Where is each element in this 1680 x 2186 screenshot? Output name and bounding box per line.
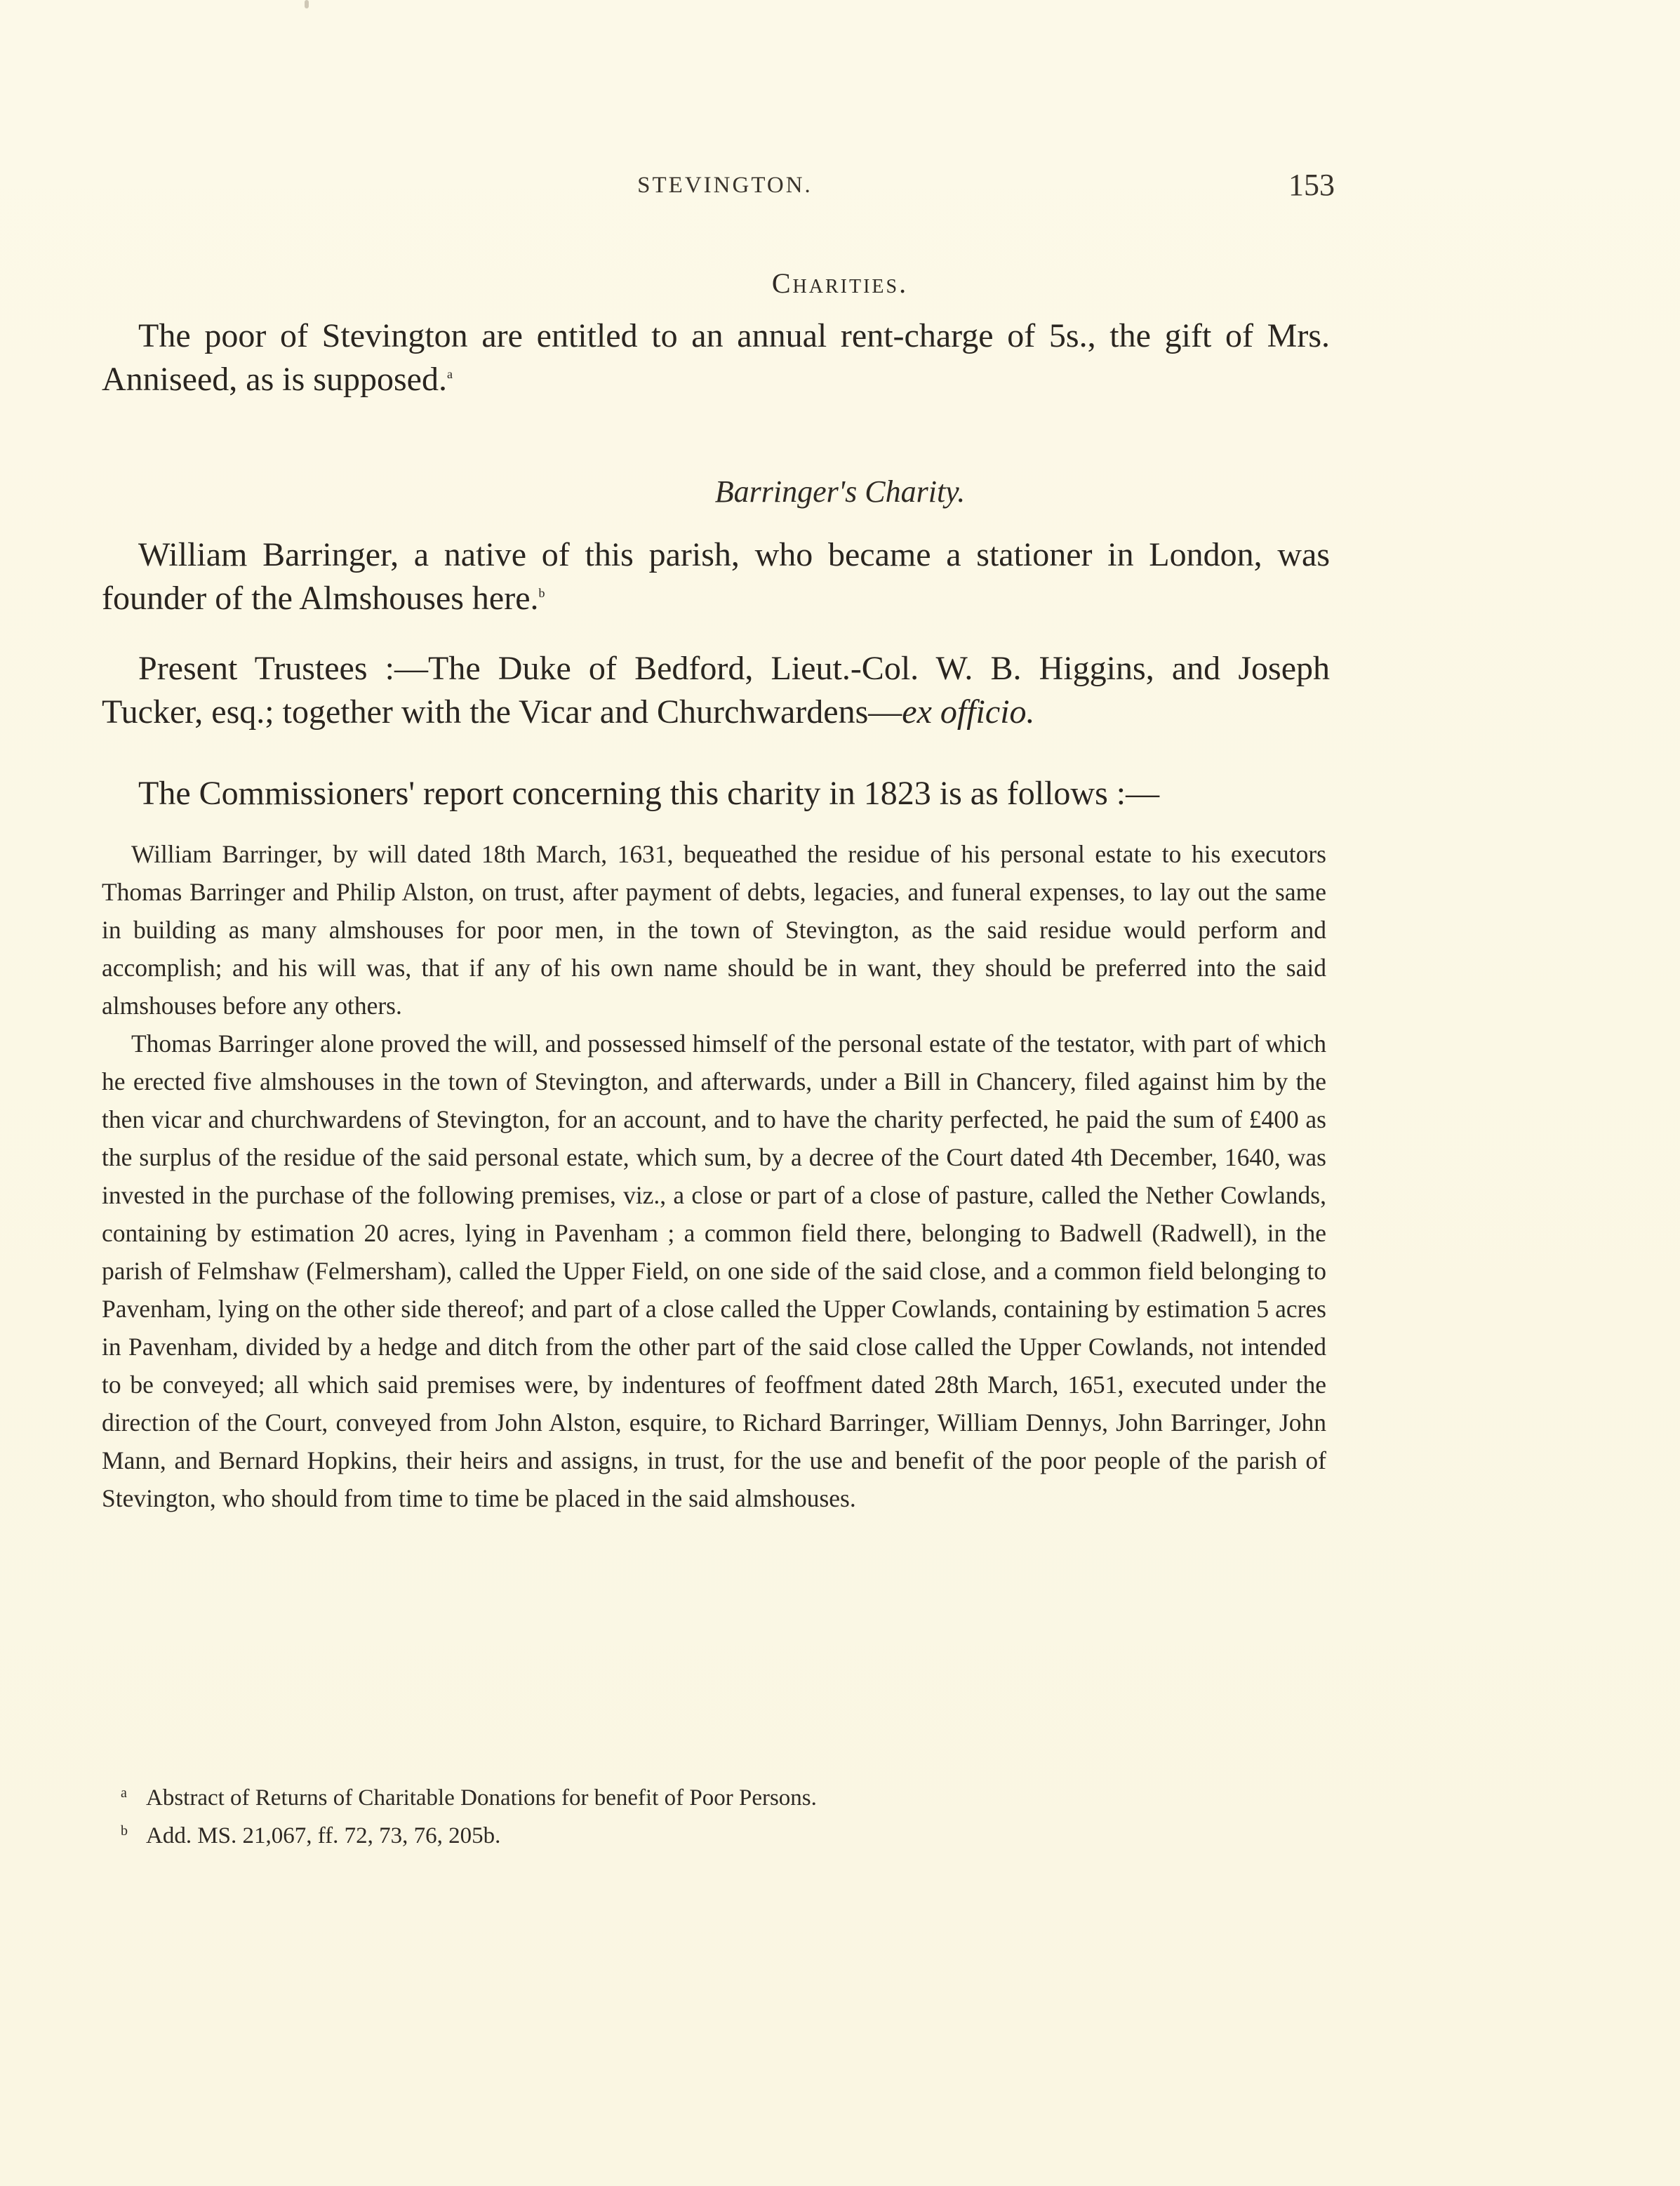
section-heading: Charities. [771,267,909,299]
running-head [0,168,1680,215]
footnote-mark-b: b [121,1823,128,1839]
charity-subheading: Barringer's Charity. [714,474,966,509]
report-intro-paragraph [102,772,1330,815]
footnote-ref-b: b [538,586,545,600]
founder-text: William Barringer, a native of this parish, who became a stationer in London, was founder of the Almshouses here. [102,536,1330,617]
trustees-paragraph [102,647,1330,734]
running-title: STEVINGTON. [637,173,813,198]
paper-speck [305,0,309,8]
footnote-b [121,1817,1314,1855]
footnote-a [121,1779,1314,1817]
report-paragraph-1: William Barringer, by will dated 18th March, 1631, bequeathed the residue of his personal estate to his executors Thomas Barringer and Philip Alston, on trust, after payment of debts, legacies, and funeral expenses, to lay out the same in building as many almshouses for poor men, in the town of Stevington, as the said residue would perform and accomplish; and his will was, that if any of his own name should be in want, they should be preferred into the said almshouses before any others. [102,840,1326,1020]
footnote-text-a: Abstract of Returns of Charitable Donations for benefit of Poor Persons. [146,1785,817,1811]
footnote-mark-a: a [121,1785,127,1801]
footnotes [121,1779,1314,1855]
report-paragraph-2: Thomas Barringer alone proved the will, and possessed himself of the personal estate of the testator, with part of which he erected five almshouses in the town of Stevington, and afterwards, under a Bill in Chancery, filed against him by the then vicar and churchwardens of Stevington, for an account, and to have the charity perfected, he paid the sum of £400 as the surplus of the residue of the said personal estate, which sum, by a decree of the Court dated 4th December, 1640, was invested in the purchase of the following premises, viz., a close or part of a close of pasture, called the Nether Cowlands, containing by estimation 20 acres, lying in Pavenham ; a common field there, belonging to Badwell (Radwell), in the parish of Felmshaw (Felmersham), called the Upper Field, on one side of the said close, and a common field belonging to Pavenham, lying on the other side thereof; and part of a close called the Upper Cowlands, containing by estimation 5 acres in Pavenham, divided by a hedge and ditch from the other part of the said close called the Upper Cowlands, not intended to be conveyed; all which said premises were, by indentures of feoffment dated 28th March, 1651, executed under the direction of the Court, conveyed from John Alston, esquire, to Richard Barringer, William Dennys, John Barringer, John Mann, and Bernard Hopkins, their heirs and assigns, in trust, for the use and benefit of the poor people of the parish of Stevington, who should from time to time be placed in the said almshouses. [102,1029,1326,1512]
intro-text: The poor of Stevington are entitled to an annual rent-charge of 5s., the gift of Mrs. Anniseed, as is supposed. [102,317,1330,398]
footnote-ref-a: a [446,367,453,381]
intro-paragraph [102,314,1330,401]
trustees-italic: ex officio. [902,693,1035,731]
report-intro-text: The Commissioners' report concerning this charity in 1823 is as follows :— [138,775,1160,812]
founder-paragraph [102,533,1330,620]
commissioners-report [102,835,1326,1517]
page-number: 153 [1288,168,1335,202]
footnote-text-b: Add. MS. 21,067, ff. 72, 73, 76, 205b. [146,1823,501,1848]
trustees-text: Present Trustees :—The Duke of Bedford, Lieut.-Col. W. B. Higgins, and Joseph Tucker, esq.; together with the Vicar and Churchwardens— [102,650,1330,731]
